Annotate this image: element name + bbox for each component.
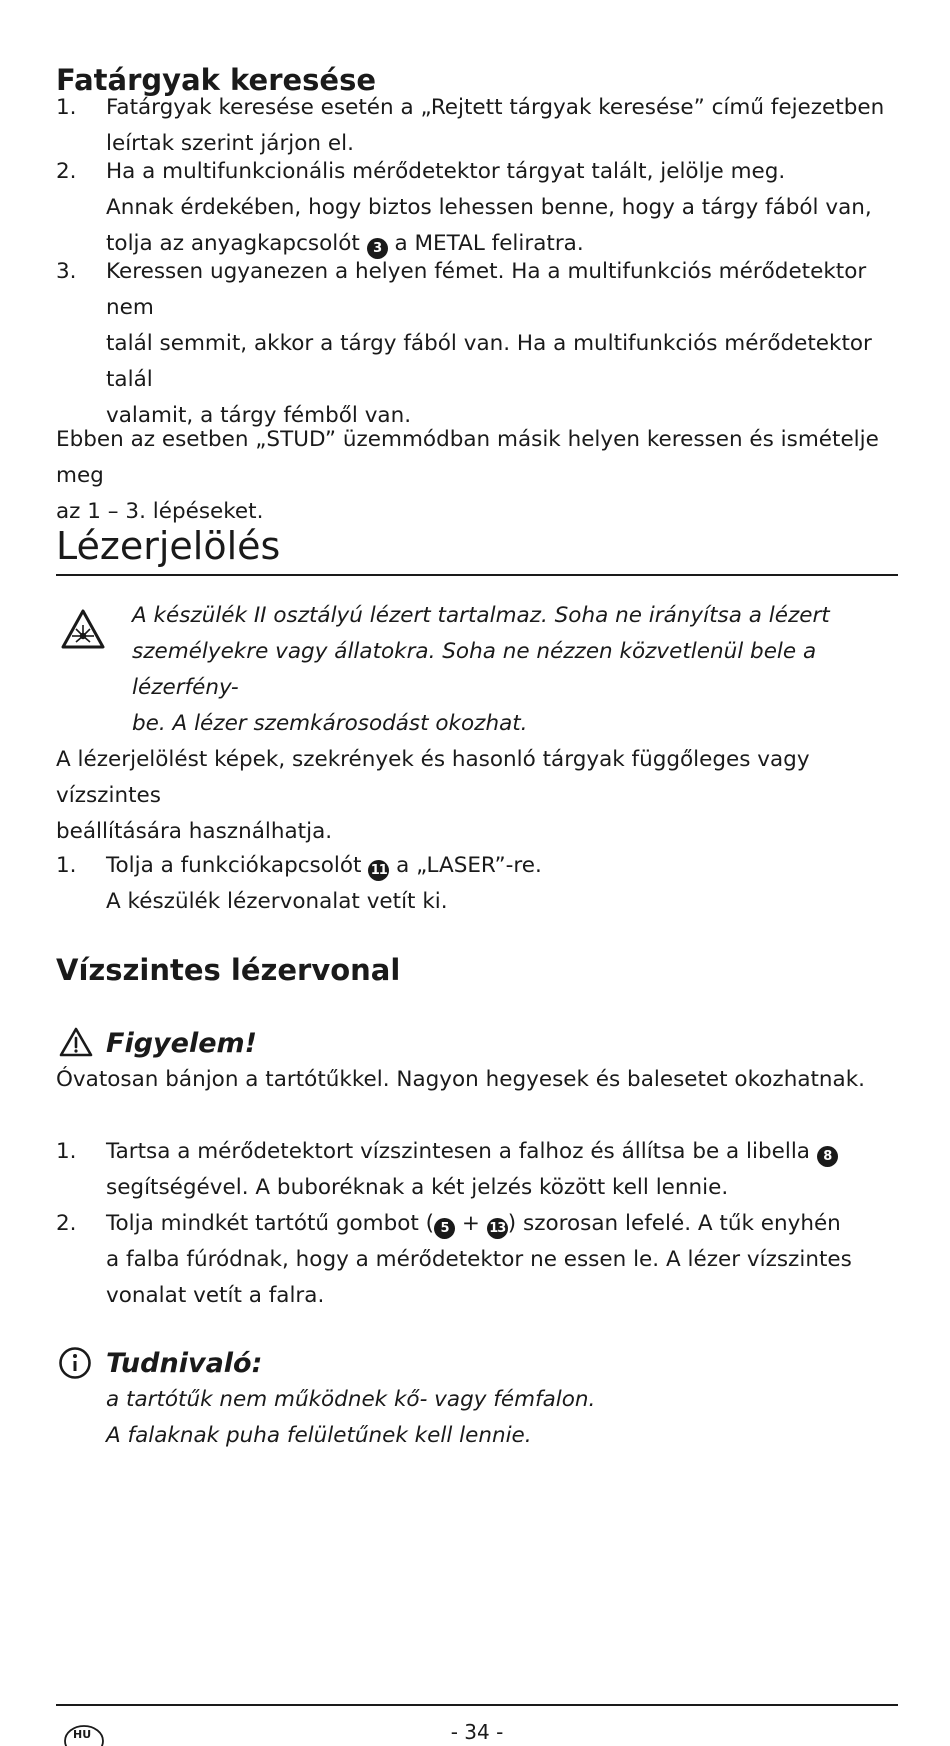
- step-text: Annak érdekében, hogy biztos lehessen benne, hogy a tárgy fából van,: [106, 195, 872, 220]
- list-item: [56, 1206, 898, 1314]
- info-title: Tudnivaló:: [106, 1348, 263, 1379]
- paragraph-line: az 1 – 3. lépéseket.: [56, 499, 264, 524]
- step-text: vonalat vetít a falra.: [106, 1283, 325, 1308]
- component-marker: 3: [367, 238, 388, 259]
- list-item: [56, 90, 898, 162]
- laser-warning-icon: [60, 608, 106, 650]
- step-text: Tolja a funkciókapcsolót: [106, 853, 362, 878]
- list-item: [56, 154, 898, 262]
- step-number: 3.: [56, 259, 77, 284]
- component-marker: 8: [817, 1146, 838, 1167]
- section-heading-laser-marking: Lézerjelölés: [56, 524, 281, 568]
- section-heading-horizontal-laser: Vízszintes lézervonal: [56, 953, 401, 987]
- warning-line: személyekre vagy állatokra. Soha ne nézzen közvetlenül bele a lézerfény-: [132, 639, 817, 700]
- warning-triangle-icon: [58, 1026, 94, 1060]
- step-number: 2.: [56, 1211, 77, 1236]
- list-item: [56, 254, 898, 434]
- paragraph: [56, 422, 898, 530]
- paragraph-line: A lézerjelölést képek, szekrények és hasonló tárgyak függőleges vagy vízszintes: [56, 747, 810, 808]
- info-line: A falaknak puha felületűnek kell lennie.: [106, 1423, 532, 1448]
- step-text: a METAL feliratra.: [394, 231, 584, 256]
- step-text: Fatárgyak keresése esetén a „Rejtett tárgyak keresése” című fejezetben: [106, 95, 885, 120]
- step-text: a „LASER”-re.: [396, 853, 542, 878]
- paragraph-line: Ebben az esetben „STUD” üzemmódban másik helyen keressen és ismételje meg: [56, 427, 879, 488]
- step-text: ) szorosan lefelé. A tűk enyhén: [507, 1211, 841, 1236]
- component-marker: 5: [434, 1218, 455, 1239]
- step-text-line: [106, 848, 898, 884]
- info-line: a tartótűk nem működnek kő- vagy fémfalon.: [106, 1387, 596, 1412]
- laser-warning-text: [132, 598, 898, 742]
- section-heading-wood-search: Fatárgyak keresése: [56, 63, 377, 97]
- component-marker: 11: [368, 860, 389, 881]
- caution-title: Figyelem!: [106, 1028, 257, 1059]
- step-text: valamit, a tárgy fémből van.: [106, 403, 412, 428]
- step-text: segítségével. A buboréknak a két jelzés között kell lennie.: [106, 1175, 729, 1200]
- step-number: 1.: [56, 1139, 77, 1164]
- step-number: 1.: [56, 95, 77, 120]
- step-text: Tolja mindkét tartótű gombot (: [106, 1211, 435, 1236]
- warning-line: A készülék II osztályú lézert tartalmaz. Soha ne irányítsa a lézert: [132, 603, 830, 628]
- footer-divider: [56, 1704, 898, 1706]
- warning-line: be. A lézer szemkárosodást okozhat.: [132, 711, 528, 736]
- step-text: tolja az anyagkapcsolót: [106, 231, 360, 256]
- list-item: [56, 1134, 898, 1206]
- paragraph-line: beállítására használhatja.: [56, 819, 333, 844]
- step-text: Keressen ugyanezen a helyen fémet. Ha a multifunkciós mérődetektor nem: [106, 259, 867, 320]
- step-number: 1.: [56, 853, 77, 878]
- step-number: 2.: [56, 159, 77, 184]
- step-text: Ha a multifunkcionális mérődetektor tárgyat talált, jelölje meg.: [106, 159, 786, 184]
- step-text: A készülék lézervonalat vetít ki.: [106, 889, 448, 914]
- paragraph: [56, 742, 898, 850]
- caution-text: Óvatosan bánjon a tartótűkkel. Nagyon hegyesek és balesetet okozhatnak.: [56, 1067, 866, 1092]
- step-text-line: [106, 1206, 898, 1242]
- plus-sign: +: [461, 1211, 480, 1236]
- country-badge-label: HU: [73, 1728, 92, 1741]
- step-text-line: [106, 1134, 898, 1170]
- step-text: a falba fúródnak, hogy a mérődetektor ne essen le. A lézer vízszintes: [106, 1247, 852, 1272]
- step-text: leírtak szerint járjon el.: [106, 131, 354, 156]
- section-divider: [56, 574, 898, 576]
- step-text: talál semmit, akkor a tárgy fából van. Ha a multifunkciós mérődetektor talál: [106, 331, 872, 392]
- info-icon: [58, 1346, 92, 1380]
- list-item: [56, 848, 898, 920]
- page-number: - 34 -: [450, 1720, 504, 1744]
- info-text: [106, 1382, 898, 1454]
- component-marker: 13: [487, 1218, 508, 1239]
- step-text: Tartsa a mérődetektort vízszintesen a falhoz és állítsa be a libella: [106, 1139, 810, 1164]
